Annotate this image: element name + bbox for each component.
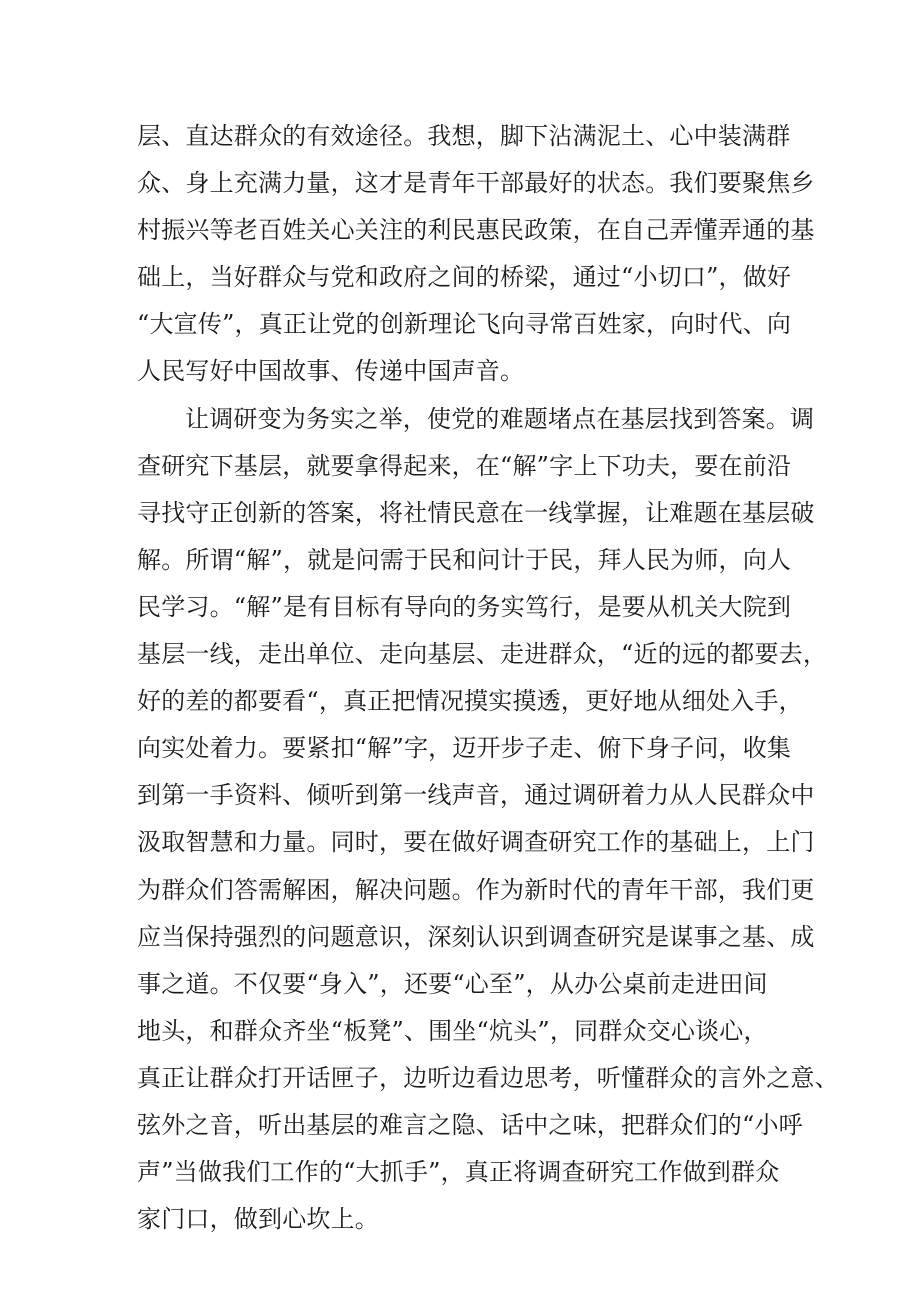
text-line: 应当保持强烈的问题意识，深刻认识到调查研究是谋事之基、成 xyxy=(137,922,815,951)
text-line: 础上，当好群众与党和政府之间的桥梁，通过“小切口”，做好 xyxy=(137,263,792,292)
text-line: 汲取智慧和力量。同时，要在做好调查研究工作的基础上，上门 xyxy=(137,828,815,857)
text-line: 弦外之音，听出基层的难言之隐、话中之味，把群众们的“小呼 xyxy=(137,1110,803,1139)
text-line: 查研究下基层，就要拿得起来，在“解”字上下功夫，要在前沿 xyxy=(137,451,792,480)
paragraph-1 xyxy=(137,113,815,396)
text-line: 事之道。不仅要“身入”，还要“心至”，从办公桌前走进田间 xyxy=(137,969,768,998)
text-line: 家门口，做到心坎上。 xyxy=(137,1205,379,1234)
text-line: “大宣传”，真正让党的创新理论飞向寻常百姓家，向时代、向 xyxy=(137,310,792,339)
text-line: 到第一手资料、倾听到第一线声音，通过调研着力从人民群众中 xyxy=(137,781,815,810)
text-line: 解。所谓“解”，就是问需于民和问计于民，拜人民为师，向人 xyxy=(137,545,792,574)
text-line: 人民写好中国故事、传递中国声音。 xyxy=(137,357,525,386)
paragraph-2 xyxy=(137,396,839,1244)
text-line: 村振兴等老百姓关心关注的利民惠民政策，在自己弄懂弄通的基 xyxy=(137,216,815,245)
text-line: 为群众们答需解困，解决问题。作为新时代的青年干部，我们更 xyxy=(137,875,815,904)
text-line: 众、身上充满力量，这才是青年干部最好的状态。我们要聚焦乡 xyxy=(137,169,815,198)
text-line: 向实处着力。要紧扣“解”字，迈开步子走、俯下身子问，收集 xyxy=(137,734,792,763)
text-line: 声”当做我们工作的“大抓手”，真正将调查研究工作做到群众 xyxy=(137,1158,780,1187)
text-line: 好的差的都要看“，真正把情况摸实摸透，更好地从细处入手， xyxy=(137,687,803,716)
body-text xyxy=(137,113,839,1243)
text-line: 民学习。“解”是有目标有导向的务实笃行，是要从机关大院到 xyxy=(137,592,792,621)
text-line: 基层一线，走出单位、走向基层、走进群众，“近的远的都要去， xyxy=(137,640,828,669)
text-line: 层、直达群众的有效途径。我想，脚下沾满泥土、心中装满群 xyxy=(137,122,791,150)
text-line: 寻找守正创新的答案，将社情民意在一线掌握，让难题在基层破 xyxy=(137,498,815,527)
text-line: 地头，和群众齐坐“板凳”、围坐“炕头”，同群众交心谈心， xyxy=(137,1016,768,1045)
text-line: 真正让群众打开话匣子，边听边看边思考，听懂群众的言外之意、 xyxy=(137,1063,839,1092)
text-line: 让调研变为务实之举，使党的难题堵点在基层找到答案。调 xyxy=(185,404,815,433)
